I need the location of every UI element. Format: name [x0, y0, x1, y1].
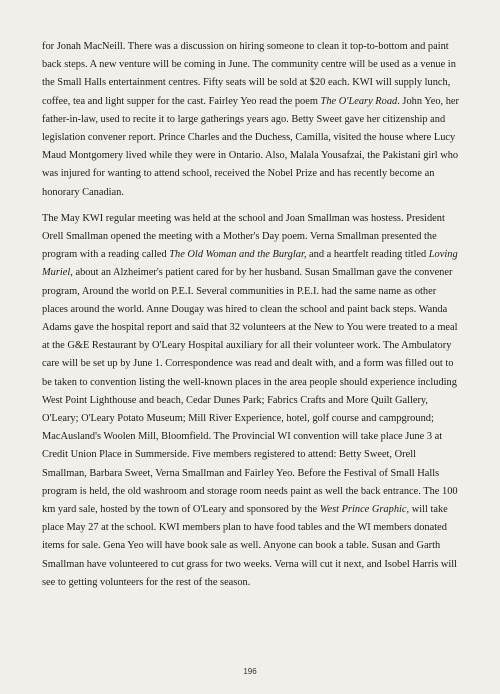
- paragraph: [42, 210, 462, 592]
- italic-title: West Prince Graphic,: [319, 504, 410, 516]
- page-number: 196: [243, 667, 257, 676]
- text-run: will take place May 27 at the school. KWI members plan to have food tables and the WI members donated items for sale. Gena Yeo will have book sale as well. Anyone can book a table. Susan and Garth Smallman have volunteered to cut grass for two weeks. Verna will cut it next, and Isobel Harris will see to getting volunteers for the rest of the season.: [42, 504, 458, 588]
- body-text: [42, 38, 462, 592]
- text-run: The May KWI regular meeting was held at the school and Joan Smallman was hostess. President Orell Smallman opened the meeting with a Mother's Day poem. Verna Smallman presented the program with a reading called: [42, 212, 445, 261]
- text-run: . John Yeo, her father-in-law, used to recite it to large gatherings years ago. Betty Sweet gave her citizenship and legislation convener report. Prince Charles and the Duchess, Camilla, visited the house where Lucy Maud Montgomery lived while they were in Ontario. Also, Malala Yousafzai, the Pakistani girl who was injured for wanting to attend school, received the Nobel Prize and has recently become an honorary Canadian.: [42, 95, 460, 198]
- paragraph: [42, 38, 462, 202]
- text-run: and a heartfelt reading titled: [306, 249, 429, 261]
- italic-title: Loving Muriel: [42, 249, 458, 279]
- italic-title: The Old Woman and the Burglar,: [169, 249, 307, 261]
- text-run: for Jonah MacNeill. There was a discussion on hiring someone to clean it top-to-bottom and paint back steps. A new venture will be coming in June. The community centre will be used as a venue in the Small Halls entertainment centres. Fifty seats will be sold at $20 each. KWI will supply lunch, coffee, tea and light supper for the cast. Fairley Yeo read the poem: [42, 41, 456, 107]
- italic-title: The O'Leary Road: [320, 95, 398, 107]
- text-run: , about an Alzheimer's patient cared for by her husband. Susan Smallman gave the convener program, Around the world on P.E.I. Several communities in P.E.I. had the same name as other places around the world. Anne Dougay was hired to clean the school and paint back steps. Wanda Adams gave the hospital report and said that 32 volunteers at the New to You were treated to a meal at the G&E Restaurant by O'Leary Hospital auxiliary for all their volunteer work. The Ambulatory care will be set up by June 1. Correspondence was read and dealt with, and a form was filled out to be taken to convention listing the well-known places in the area people should experience including West Point Lighthouse and beach, Cedar Dunes Park; Fabrics Crafts and More Quilt Gallery, O'Leary; O'Leary Potato Museum; Mill River Experience, hotel, golf course and campground; MacAusland's Woolen Mill, Bloomfield. The Provincial WI convention will take place June 3 at Credit Union Place in Summerside. Five members registered to attend: Betty Sweet, Orell Smallman, Barbara Sweet, Verna Smallman and Fairley Yeo. Before the Festival of Small Halls program is held, the old washroom and storage room needs paint as well the back entrance. The 100 km yard sale, hosted by the town of O'Leary and sponsored by the: [42, 267, 458, 516]
